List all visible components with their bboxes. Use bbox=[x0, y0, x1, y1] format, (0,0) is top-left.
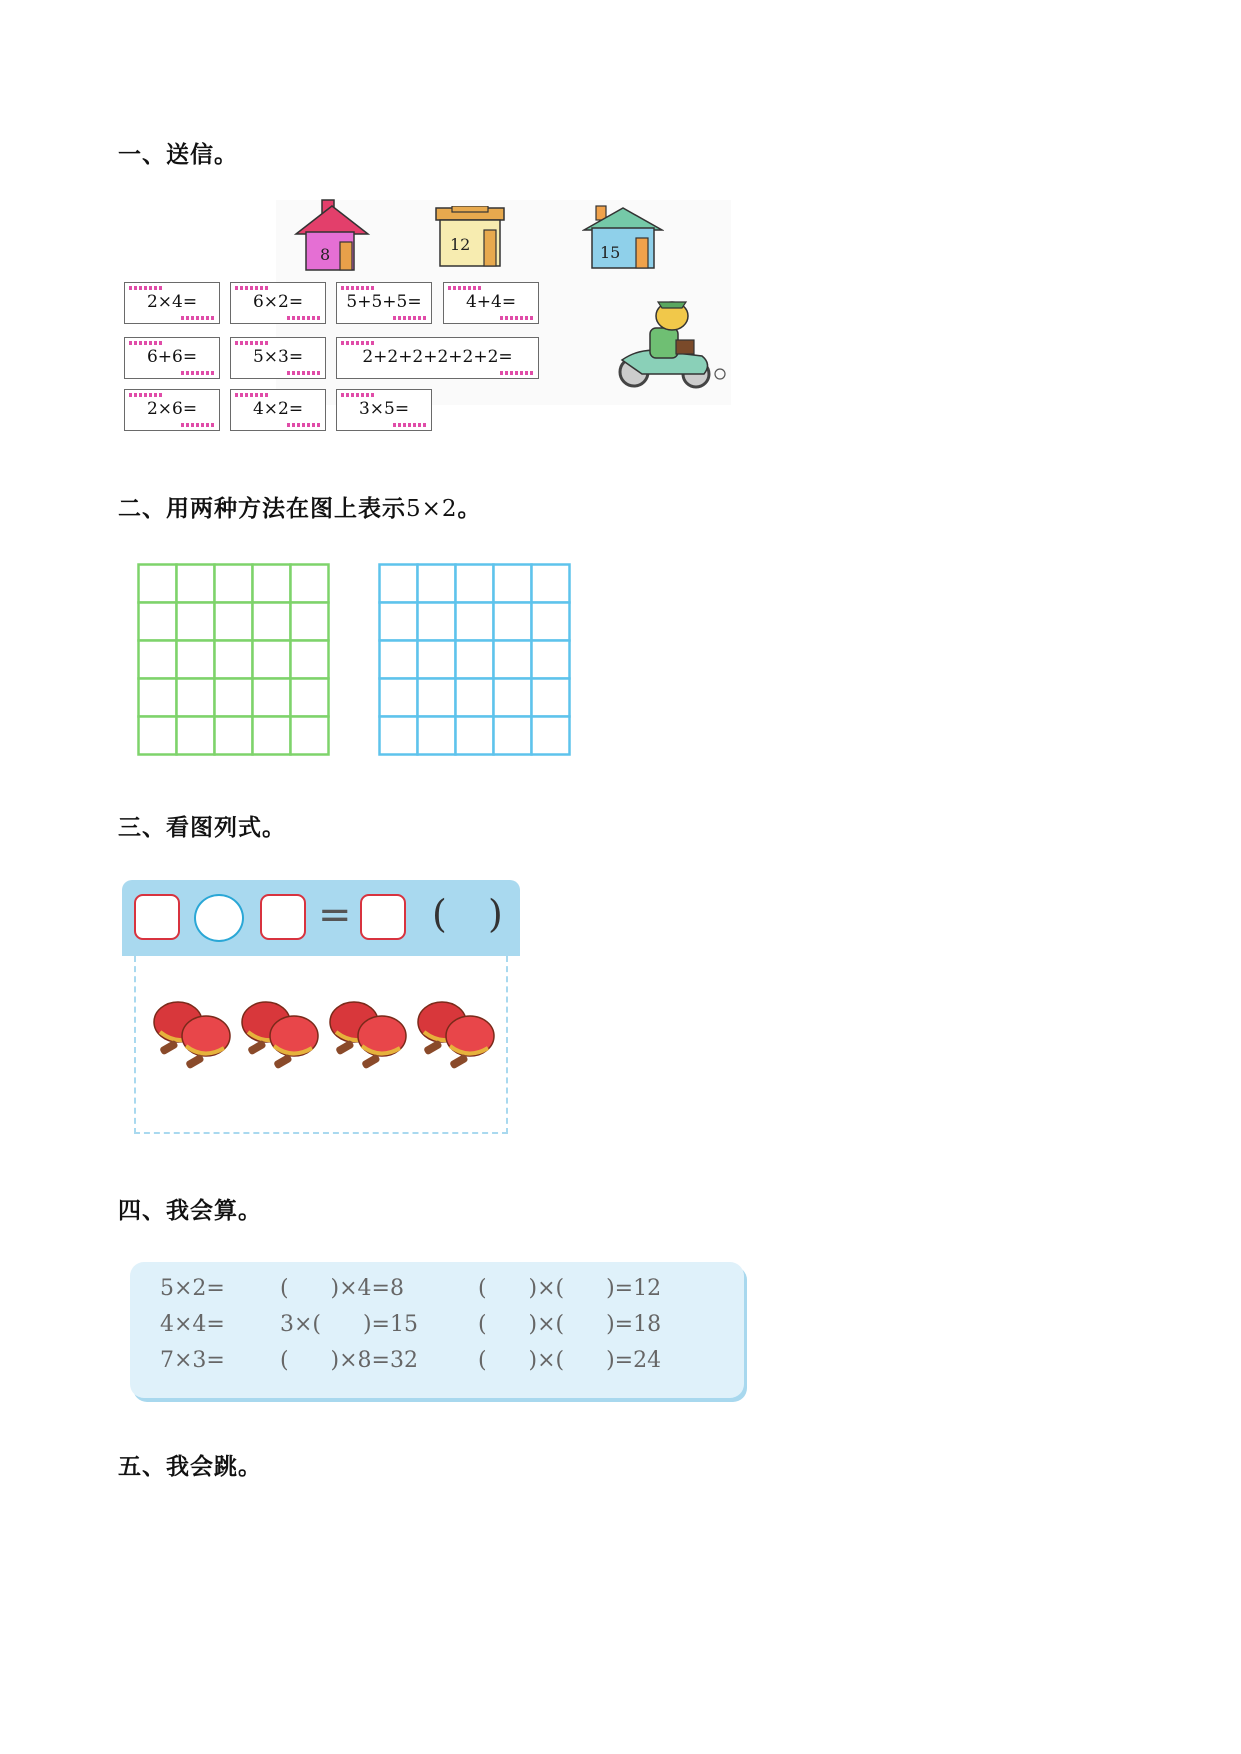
envelope-8[interactable] bbox=[124, 389, 220, 431]
envelope-stamp-mark bbox=[129, 341, 163, 345]
grid-cell[interactable] bbox=[380, 603, 418, 641]
grid-cell[interactable] bbox=[494, 641, 532, 679]
grid-cell[interactable] bbox=[215, 565, 253, 603]
grid-cell[interactable] bbox=[532, 717, 570, 755]
envelope-postmark bbox=[287, 316, 321, 320]
section-4-title: 四、我会算。 bbox=[118, 1198, 262, 1224]
calc-1-1: 5×2= bbox=[160, 1276, 225, 1301]
equals-sign: = bbox=[318, 892, 352, 938]
envelope-stamp-mark bbox=[448, 286, 482, 290]
grid-cell[interactable] bbox=[291, 565, 329, 603]
envelope-stamp-mark bbox=[341, 341, 375, 345]
grid-cell[interactable] bbox=[177, 565, 215, 603]
calc-2-3: ( )×( )=18 bbox=[478, 1312, 662, 1337]
grid-cell[interactable] bbox=[494, 565, 532, 603]
grid-green[interactable] bbox=[136, 562, 331, 757]
paddle-pair-icon bbox=[154, 1002, 230, 1069]
grid-cell[interactable] bbox=[291, 603, 329, 641]
grid-cell[interactable] bbox=[494, 717, 532, 755]
grid-cell[interactable] bbox=[380, 679, 418, 717]
picture-area bbox=[134, 956, 508, 1134]
grid-cell[interactable] bbox=[456, 641, 494, 679]
envelope-expression: 6+6= bbox=[146, 347, 198, 367]
envelope-expression: 6×2= bbox=[252, 292, 304, 312]
paddle-pair-icon bbox=[242, 1002, 318, 1069]
calc-3-1: 7×3= bbox=[160, 1348, 225, 1373]
section-2-title-text: 二、用两种方法在图上表示 bbox=[118, 496, 406, 522]
grid-cell[interactable] bbox=[253, 603, 291, 641]
grid-cell[interactable] bbox=[418, 603, 456, 641]
calc-2-1: 4×4= bbox=[160, 1312, 225, 1337]
picture-equation-panel bbox=[122, 880, 520, 1140]
envelope-2[interactable] bbox=[230, 282, 326, 324]
grid-cell[interactable] bbox=[291, 717, 329, 755]
calc-3-2: ( )×8=32 bbox=[280, 1348, 418, 1373]
grid-cell[interactable] bbox=[253, 641, 291, 679]
house-15-icon bbox=[582, 202, 664, 272]
answer-box-1[interactable] bbox=[134, 894, 180, 940]
envelope-postmark bbox=[181, 316, 215, 320]
grid-cell[interactable] bbox=[456, 603, 494, 641]
envelope-stamp-mark bbox=[341, 286, 375, 290]
grid-cell[interactable] bbox=[494, 679, 532, 717]
operator-circle[interactable] bbox=[194, 894, 244, 942]
calculation-panel bbox=[130, 1262, 744, 1398]
envelope-expression: 5+5+5= bbox=[346, 292, 422, 312]
envelope-stamp-mark bbox=[129, 286, 163, 290]
grid-cell[interactable] bbox=[253, 717, 291, 755]
envelope-stamp-mark bbox=[341, 393, 375, 397]
envelope-stamp-mark bbox=[235, 286, 269, 290]
envelope-3[interactable] bbox=[336, 282, 432, 324]
grid-cell[interactable] bbox=[532, 565, 570, 603]
grid-cell[interactable] bbox=[456, 565, 494, 603]
answer-box-3[interactable] bbox=[360, 894, 406, 940]
envelope-expression: 3×5= bbox=[358, 399, 410, 419]
grid-cell[interactable] bbox=[380, 565, 418, 603]
house-8-number: 8 bbox=[320, 245, 331, 264]
grid-cell[interactable] bbox=[253, 565, 291, 603]
grid-cell[interactable] bbox=[253, 679, 291, 717]
grid-cell[interactable] bbox=[139, 641, 177, 679]
section-1-title: 一、送信。 bbox=[118, 142, 238, 168]
grid-cell[interactable] bbox=[456, 717, 494, 755]
grid-cell[interactable] bbox=[532, 679, 570, 717]
grid-cell[interactable] bbox=[380, 641, 418, 679]
envelope-expression: 4×2= bbox=[252, 399, 304, 419]
grid-cell[interactable] bbox=[139, 565, 177, 603]
envelope-postmark bbox=[500, 316, 534, 320]
envelope-7[interactable] bbox=[336, 337, 539, 379]
calc-2-2: 3×( )=15 bbox=[280, 1312, 418, 1337]
paddle-pair-icon bbox=[418, 1002, 494, 1069]
house-12-number: 12 bbox=[450, 235, 471, 254]
mail-carrier-icon bbox=[612, 294, 730, 394]
envelope-expression: 2×6= bbox=[146, 399, 198, 419]
grid-cell[interactable] bbox=[177, 641, 215, 679]
grid-cell[interactable] bbox=[215, 679, 253, 717]
paddle-pairs bbox=[136, 956, 506, 1126]
house-15-number: 15 bbox=[600, 243, 621, 262]
house-12-icon bbox=[430, 206, 510, 270]
envelope-stamp-mark bbox=[235, 341, 269, 345]
grid-cell[interactable] bbox=[215, 641, 253, 679]
envelope-expression: 2×4= bbox=[146, 292, 198, 312]
envelope-stamp-mark bbox=[129, 393, 163, 397]
envelope-postmark bbox=[181, 371, 215, 375]
grid-cell[interactable] bbox=[532, 641, 570, 679]
grid-blue[interactable] bbox=[377, 562, 572, 757]
calc-3-3: ( )×( )=24 bbox=[478, 1348, 662, 1373]
envelope-stamp-mark bbox=[235, 393, 269, 397]
grid-cell[interactable] bbox=[215, 603, 253, 641]
house-8-icon bbox=[292, 198, 372, 274]
calc-1-2: ( )×4=8 bbox=[280, 1276, 404, 1301]
envelope-postmark bbox=[393, 316, 427, 320]
envelope-4[interactable] bbox=[443, 282, 539, 324]
unit-paren-open: ( bbox=[432, 892, 447, 936]
grid-cell[interactable] bbox=[532, 603, 570, 641]
grid-cell[interactable] bbox=[494, 603, 532, 641]
section-5-title: 五、我会跳。 bbox=[118, 1454, 262, 1480]
envelope-postmark bbox=[500, 371, 534, 375]
unit-paren-close: ) bbox=[488, 892, 503, 936]
grid-cell[interactable] bbox=[456, 679, 494, 717]
envelope-1[interactable] bbox=[124, 282, 220, 324]
grid-cell[interactable] bbox=[291, 679, 329, 717]
grid-cell[interactable] bbox=[380, 717, 418, 755]
grid-cell[interactable] bbox=[418, 717, 456, 755]
envelope-postmark bbox=[181, 423, 215, 427]
envelope-expression: 5×3= bbox=[252, 347, 304, 367]
envelope-postmark bbox=[287, 423, 321, 427]
section-2-title-end: 。 bbox=[457, 496, 482, 522]
grid-cell[interactable] bbox=[418, 641, 456, 679]
grid-cell[interactable] bbox=[215, 717, 253, 755]
paddle-pair-icon bbox=[330, 1002, 406, 1069]
section-2-title-expr: 5×2 bbox=[406, 496, 458, 522]
grid-cell[interactable] bbox=[139, 603, 177, 641]
grid-cell[interactable] bbox=[177, 603, 215, 641]
calc-1-3: ( )×( )=12 bbox=[478, 1276, 662, 1301]
envelope-postmark bbox=[393, 423, 427, 427]
envelope-10[interactable] bbox=[336, 389, 432, 431]
equation-bar bbox=[122, 880, 520, 956]
envelope-6[interactable] bbox=[230, 337, 326, 379]
grid-cell[interactable] bbox=[418, 679, 456, 717]
section-3-title: 三、看图列式。 bbox=[118, 815, 286, 841]
envelope-postmark bbox=[287, 371, 321, 375]
grid-cell[interactable] bbox=[418, 565, 456, 603]
answer-box-2[interactable] bbox=[260, 894, 306, 940]
grid-cell[interactable] bbox=[291, 641, 329, 679]
grid-cell[interactable] bbox=[177, 717, 215, 755]
grid-cell[interactable] bbox=[139, 679, 177, 717]
envelope-expression: 2+2+2+2+2+2= bbox=[362, 347, 513, 367]
envelope-9[interactable] bbox=[230, 389, 326, 431]
grid-cell[interactable] bbox=[177, 679, 215, 717]
envelope-expression: 4+4= bbox=[465, 292, 517, 312]
envelope-5[interactable] bbox=[124, 337, 220, 379]
grid-cell[interactable] bbox=[139, 717, 177, 755]
section-2-title bbox=[118, 490, 482, 523]
